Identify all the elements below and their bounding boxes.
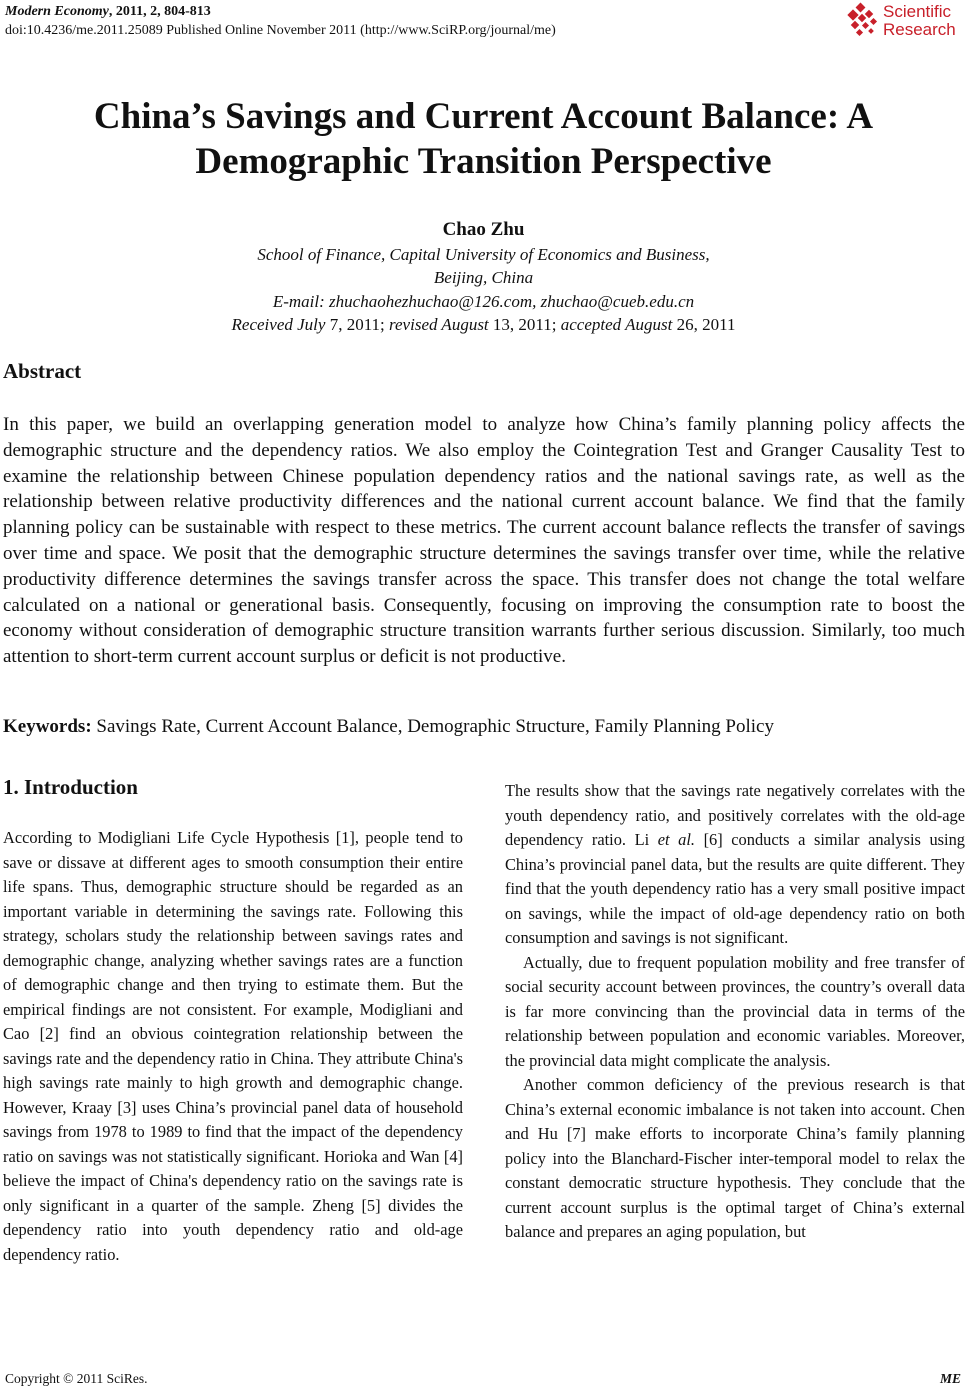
intro-paragraph-1: According to Modigliani Life Cycle Hypothesis [1], people tend to save or dissave at different ages to smooth consumption their entire life spans. Thus, demographic structure should be regarded as an important variable in determining the savings rate. Following this strategy, scholars study the relationship between savings rates and demographic change, analyzing whether savings rates are a function of demographic change and then trying to estimate them. But the empirical findings are not consistent. For example, Modigliani and Cao [2] find an obvious cointegration relationship between the savings rate and the dependency ratio in China. They attribute China's high savings rate mainly to high growth and demographic change. However, Kraay [3] uses China’s provincial panel data of household savings from 1978 to 1989 to find that the impact of the dependency ratio on savings was not statistically significant. Horioka and Wan [4] believe the impact of China's dependency ratio on the savings rate is only significant in a quarter of the sample. Zheng [5] divides the dependency ratio into youth dependency ratio and old-age dependency ratio. xyxy=(3,828,463,1264)
section-heading-introduction: 1. Introduction xyxy=(3,775,138,799)
title-line-2: Demographic Transition Perspective xyxy=(195,141,772,182)
paper-title xyxy=(0,94,967,184)
intro-paragraph-2: The results show that the savings rate negatively correlates with the youth dependency ratio, and positively correlates with the old-age dependency ratio. Li et al. [6] conducts a similar analysis using China’s provincial panel data, but the results are quite different. They find that the youth dependency ratio has a very small positive impact on savings, while the impact of old-age dependency ratio on both consumption and savings is not significant. xyxy=(505,781,965,947)
affiliation-line-1: School of Finance, Capital University of Economics and Business, xyxy=(257,244,710,264)
keywords-list: Savings Rate, Current Account Balance, Demographic Structure, Family Planning Policy xyxy=(91,716,774,737)
keywords xyxy=(3,716,774,738)
journal-abbrev-footer: ME xyxy=(939,1371,961,1386)
keywords-label: Keywords: xyxy=(3,716,92,737)
journal-volume-pages: , 2011, 2, 804-813 xyxy=(108,4,211,19)
email-line: E-mail: zhuchaohezhuchao@126.com, zhuchao@cueb.edu.cn xyxy=(272,291,695,311)
dates-line: Received July 7, 2011; revised August 13, 2011; accepted August 26, 2011 xyxy=(231,315,736,334)
doi-line: doi:10.4236/me.2011.25089 Published Online November 2011 (http://www.SciRP.org/journal/me) xyxy=(5,23,556,38)
copyright-footer: Copyright © 2011 SciRes. xyxy=(5,1371,148,1386)
logo-mark-icon xyxy=(843,2,881,40)
author-name: Chao Zhu xyxy=(442,219,525,240)
intro-paragraph-4: Another common deficiency of the previous research is that China’s external economic imbalance is not taken into account. Chen and Hu [7] make efforts to incorporate China’s family planning policy into the Blanchard-Fischer inter-temporal model to relax the constant democratic structure hypothesis. They conclude that the current account surplus is the optimal target of China’s external balance and prepares an aging population, but xyxy=(505,1075,965,1241)
page-header xyxy=(5,2,556,40)
logo-wordmark: Scientific Research xyxy=(883,2,956,39)
abstract-text: In this paper, we build an overlapping generation model to analyze how China’s family planning policy affects the demographic structure and the dependency ratios. We also employ the Cointegration Test and Granger Causality Test to examine the relationship between Chinese population dependency ratios and the national savings rate, as well as the relationship between relative productivity differences and the national current account balance. We find that the family planning policy can be sustainable with respect to these metrics. The current account balance reflects the transfer of savings over time and space. We posit that the demographic structure determines the savings transfer over time, while the relative productivity difference determines the savings transfer across the space. This transfer does not change the total welfare calculated on a national or generational basis. Consequently, focusing on improving the consumption rate to boost the economy without consideration of demographic structure transition warrants further serious discussion. Similarly, too much attention to short-term current account surplus or deficit is not productive. xyxy=(3,414,965,668)
title-line-1: China’s Savings and Current Account Balance: A xyxy=(93,96,874,137)
intro-paragraph-3: Actually, due to frequent population mobility and free transfer of social security account between provinces, the country’s overall data is far more convincing than the provincial data in terms of the relationship between population and economic variables. Moreover, the provincial data might complicate the analysis. xyxy=(505,952,965,1070)
journal-name: Modern Economy xyxy=(5,4,109,19)
left-column-text xyxy=(3,826,463,1267)
abstract-heading: Abstract xyxy=(3,359,82,383)
journal-citation xyxy=(5,2,556,21)
right-column-text xyxy=(505,779,965,1245)
affiliation-line-2: Beijing, China xyxy=(433,268,534,287)
publisher-logo xyxy=(843,2,961,42)
author-block xyxy=(0,218,967,337)
